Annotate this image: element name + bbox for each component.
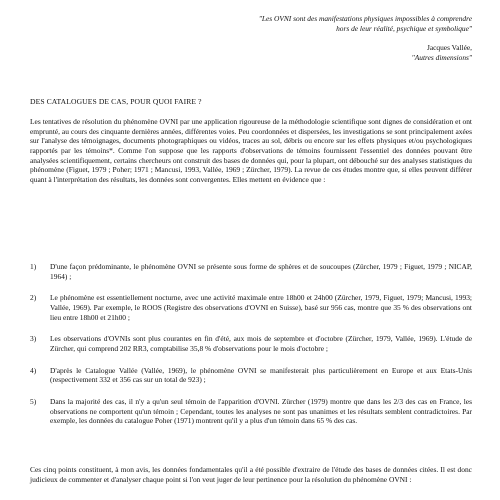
list-item xyxy=(30,262,472,281)
list-item-number: 1) xyxy=(30,262,37,271)
epigraph-source: "Autres dimensions" xyxy=(411,52,472,62)
list-item-number: 5) xyxy=(30,396,37,406)
list-item-text: Les observations d'OVNIs sont plus courantes en fin d'été, aux mois de septembre et d'octobre (Zürcher, 1979, Vallée, 1969). L'étude de Zürcher, qui comprend 202 RR3, comptabilise 35,8 % d'observations pour le mois d'octobre ; xyxy=(50,334,472,353)
epigraph-author: Jacques Vallée, xyxy=(426,43,472,53)
list-item xyxy=(30,293,472,322)
list-item xyxy=(30,334,472,353)
list-item-text: D'une façon prédominante, le phénomène OVNI se présente sous forme de sphères et de soucoupes (Zürcher, 1979 ; Figuet, 1979 ; NICAP, 1964) ; xyxy=(50,262,472,281)
epigraph-quote: "Les OVNI sont des manifestations physiques impossibles à comprendre hors de leur réalité, psychique et symbolique" xyxy=(258,14,472,33)
list-item-number: 2) xyxy=(30,293,37,303)
list-item-number: 3) xyxy=(30,334,37,344)
intro-paragraph: Les tentatives de résolution du phénomène OVNI par une application rigoureuse de la méthodologie scientifique sont dignes de considération et ont emprunté, au cours des cinquante dernières années, différentes voies. Peu coordonnées et dispersées, les investigations se sont principalement axées sur l'analyse des témoignages, documents photographiques ou vidéos, traces au sol, débris ou encore sur les effets physiques et/ou psychologiques rapportés par les témoins*. Comme l'on suppose que les rapports d'observations de témoins fournissent l'essentiel des données pouvant être analysées scientifiquement, certains chercheurs ont construit des bases de données qui, pour la plupart, ont débouché sur des analyses statistiques du phénomène (Figuet, 1979 ; Poher; 1971 ; Mancusi, 1993, Vallée, 1969 ; Zürcher, 1979). La revue de ces études montre que, si elles peuvent différer quant à l'interprétation des résultats, les données sont convergentes. Elles mettent en évidence que : xyxy=(30,117,472,184)
list-item-number: 4) xyxy=(30,365,37,375)
list-item-text: D'après le Catalogue Vallée (Vallée, 1969), le phénomène OVNI se manifesterait plus particulièrement en Europe et aux Etats-Unis (respectivement 332 et 356 cas sur un total de 923) ; xyxy=(50,365,472,385)
list-item-text: Dans la majorité des cas, il n'y a qu'un seul témoin de l'apparition d'OVNI. Zürcher (1979) montre que dans les 2/3 des cas en France, les observations ne comportent qu'un témoin ; Cependant, toutes les analyses ne sont pas unanimes et les résultats semblent contradictoires. Par exemple, les données du catalogue Poher (1971) montrent qu'il y a plus d'un témoin dans 65 % des cas. xyxy=(50,396,472,426)
section-heading: DES CATALOGUES DE CAS, POUR QUOI FAIRE ? xyxy=(30,97,202,106)
findings-list xyxy=(30,262,472,438)
list-item xyxy=(30,366,472,385)
list-item xyxy=(30,397,472,426)
list-item-text: Le phénomène est essentiellement nocturne, avec une activité maximale entre 18h00 et 24h00 (Zürcher, 1979, Figuet, 1979; Mancusi, 1993; Vallée, 1969). Par exemple, le ROOS (Registre des observations d'OVNI en Suisse), basé sur 956 cas, montre que 35 % des observations ont lieu entre 18h00 et 21h00 ; xyxy=(50,293,472,322)
intro-paragraph-block xyxy=(30,117,472,194)
epigraph xyxy=(250,14,472,62)
closing-paragraph: Ces cinq points constituent, à mon avis, les données fondamentales qu'il a été possible d'extraire de l'étude des bases de données citées. Il est donc judicieux de commenter et d'analyser chaque point si l'on veut juger de leur pertinence pour la résolution du phénomène OVNI : xyxy=(30,465,472,484)
